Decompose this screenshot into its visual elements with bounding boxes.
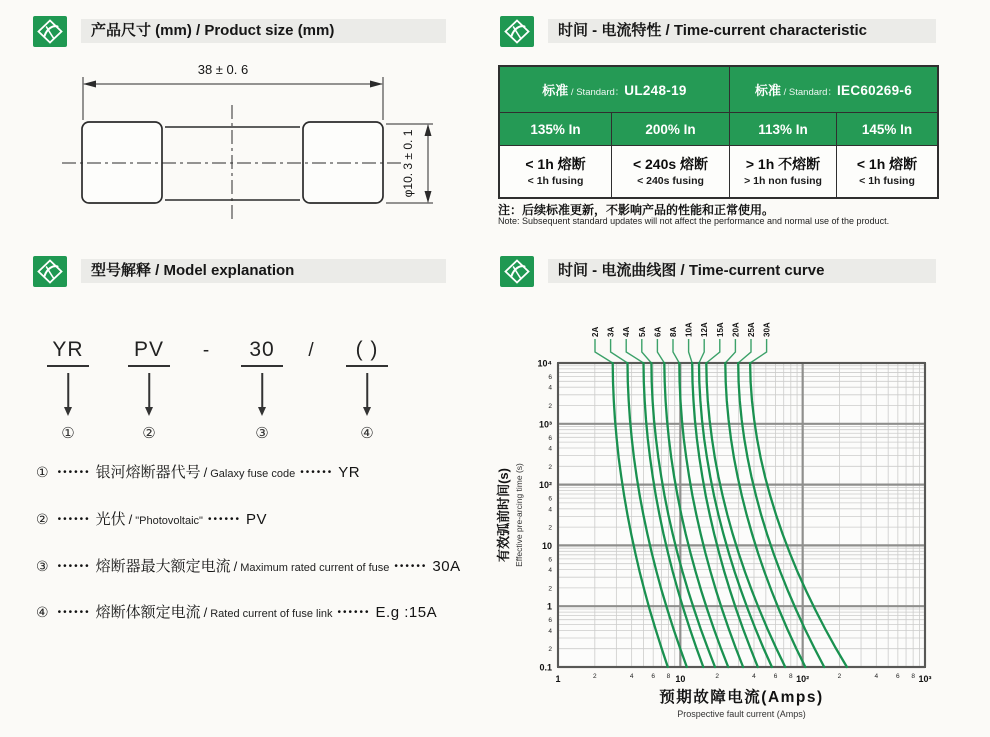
svg-text:6: 6 bbox=[896, 673, 900, 680]
explain-code: 30A bbox=[432, 558, 461, 575]
explain-en: "Photovoltaic" bbox=[135, 515, 203, 527]
part-arrow-stem bbox=[67, 373, 69, 407]
svg-text:10³: 10³ bbox=[918, 674, 932, 684]
circled-number: ① bbox=[61, 425, 75, 442]
curve-label-30A: 30A bbox=[762, 322, 772, 337]
curve-leader-30A bbox=[750, 339, 766, 363]
result-en: < 240s fusing bbox=[637, 175, 704, 187]
svg-text:10⁴: 10⁴ bbox=[537, 358, 552, 369]
model-part-text: YR bbox=[52, 338, 84, 361]
table-condition-cell: 145% In bbox=[837, 113, 937, 145]
explain-zh: 银河熔断器代号 bbox=[95, 464, 201, 481]
section-product-size bbox=[0, 0, 495, 250]
svg-text:6: 6 bbox=[548, 373, 552, 381]
leader-dots: •••••• bbox=[57, 561, 91, 572]
curve-leader-15A bbox=[706, 339, 720, 363]
circled-number: ④ bbox=[360, 425, 374, 442]
explain-number: ② bbox=[36, 511, 49, 527]
svg-text:2: 2 bbox=[548, 463, 552, 471]
svg-text:2: 2 bbox=[837, 673, 842, 680]
curve-label-6A: 6A bbox=[653, 326, 663, 337]
svg-text:6: 6 bbox=[548, 434, 552, 442]
explain-zh: 光伏 bbox=[95, 511, 126, 528]
svg-text:4: 4 bbox=[548, 627, 552, 635]
svg-text:10: 10 bbox=[541, 540, 552, 551]
model-code-diagram bbox=[0, 250, 495, 737]
svg-text:10²: 10² bbox=[538, 480, 552, 491]
curve-label-2A: 2A bbox=[591, 326, 600, 337]
curve-label-20A: 20A bbox=[731, 322, 741, 337]
curve-label-12A: 12A bbox=[700, 322, 710, 337]
svg-text:1: 1 bbox=[546, 601, 552, 612]
model-part-underline bbox=[346, 365, 388, 367]
section-title: 产品尺寸 (mm) / Product size (mm) bbox=[81, 19, 446, 43]
part-arrow-head bbox=[64, 407, 72, 416]
curve-label-15A: 15A bbox=[715, 322, 725, 337]
leader-dots: •••••• bbox=[337, 607, 371, 618]
result-en: > 1h non fusing bbox=[744, 175, 822, 187]
result-zh: < 1h 熔断 bbox=[525, 156, 586, 172]
curve-leader-20A bbox=[725, 339, 735, 363]
result-en: < 1h fusing bbox=[527, 175, 584, 187]
explain-number: ④ bbox=[36, 604, 49, 620]
curve-leader-8A bbox=[673, 339, 679, 363]
curve-label-8A: 8A bbox=[669, 326, 678, 337]
explain-row bbox=[36, 555, 461, 576]
curve-label-3A: 3A bbox=[606, 326, 616, 337]
explain-en: Rated current of fuse link bbox=[210, 608, 333, 620]
explain-row bbox=[36, 461, 360, 482]
section-time-current-characteristic bbox=[495, 0, 990, 250]
svg-text:6: 6 bbox=[548, 495, 552, 503]
section-model-explanation bbox=[0, 250, 495, 737]
explain-number: ① bbox=[36, 464, 49, 480]
y-axis-title-en: Effective pre-arcing time (s) bbox=[514, 463, 524, 567]
svg-text:4: 4 bbox=[548, 384, 552, 392]
curve-leader-25A bbox=[738, 339, 751, 363]
result-zh: > 1h 不熔断 bbox=[745, 156, 821, 172]
result-zh: < 1h 熔断 bbox=[856, 156, 918, 172]
curve-leader-10A bbox=[689, 339, 693, 363]
table-condition-cell: 200% In bbox=[612, 113, 729, 145]
model-part-text: PV bbox=[133, 338, 165, 361]
svg-text:10³: 10³ bbox=[538, 419, 552, 430]
explain-en: Maximum rated current of fuse bbox=[240, 562, 390, 574]
section-title: 时间 - 电流特性 / Time-current characteristic bbox=[548, 19, 936, 43]
table-note-en: Note: Subsequent standard updates will not affect the performance and normal use of the product. bbox=[498, 216, 890, 226]
svg-text:8: 8 bbox=[788, 673, 793, 680]
circled-number: ② bbox=[142, 425, 156, 442]
part-arrow-head bbox=[363, 407, 371, 416]
table-condition-cell: 113% In bbox=[730, 113, 836, 145]
explain-code: PV bbox=[245, 511, 267, 528]
table-standard-header: 标准 / Standard：IEC60269-6 bbox=[730, 67, 937, 112]
leader-dots: •••••• bbox=[57, 514, 91, 525]
section-title: 型号解释 / Model explanation bbox=[81, 259, 446, 283]
svg-text:4: 4 bbox=[548, 506, 552, 514]
explain-slash: / bbox=[203, 465, 208, 480]
table-standard-header: 标准 / Standard：UL248-19 bbox=[500, 67, 729, 112]
table-result-cell bbox=[612, 146, 729, 197]
svg-text:2: 2 bbox=[715, 673, 719, 680]
svg-text:6: 6 bbox=[773, 673, 778, 680]
svg-text:10²: 10² bbox=[796, 674, 810, 684]
model-part-underline bbox=[128, 365, 170, 367]
model-separator: / bbox=[308, 340, 314, 361]
curve-label-5A: 5A bbox=[637, 326, 647, 337]
dim-diameter-label: φ10. 3 ± 0. 1 bbox=[401, 129, 415, 198]
leader-dots: •••••• bbox=[57, 467, 91, 478]
svg-text:2: 2 bbox=[548, 585, 552, 593]
svg-text:10: 10 bbox=[675, 674, 686, 684]
result-en: < 1h fusing bbox=[859, 175, 915, 187]
section-time-current-curve bbox=[495, 250, 990, 737]
svg-text:6: 6 bbox=[651, 673, 656, 680]
explain-zh: 熔断器最大额定电流 bbox=[95, 558, 231, 575]
svg-text:2: 2 bbox=[548, 402, 552, 410]
svg-text:8: 8 bbox=[911, 673, 915, 680]
svg-text:1: 1 bbox=[555, 674, 561, 684]
svg-text:8: 8 bbox=[666, 673, 671, 680]
explain-en: Galaxy fuse code bbox=[210, 468, 296, 480]
part-arrow-stem bbox=[366, 373, 368, 407]
model-part-text: 30 bbox=[249, 338, 275, 361]
curve-leader-6A bbox=[657, 339, 664, 363]
svg-text:6: 6 bbox=[548, 617, 552, 625]
circled-number: ③ bbox=[255, 425, 269, 442]
table-result-cell bbox=[730, 146, 836, 197]
model-part-text: ( ) bbox=[355, 338, 379, 361]
curve-leader-5A bbox=[642, 339, 652, 363]
svg-text:4: 4 bbox=[629, 673, 634, 680]
part-arrow-head bbox=[258, 407, 266, 416]
curve-leader-12A bbox=[699, 339, 704, 363]
curve-label-4A: 4A bbox=[622, 326, 632, 337]
model-separator: - bbox=[202, 340, 210, 361]
table-note-zh: 注：后续标准更新，不影响产品的性能和正常使用。 bbox=[498, 203, 775, 217]
model-part-underline bbox=[241, 365, 283, 367]
svg-text:4: 4 bbox=[752, 673, 756, 680]
curve-leader-4A bbox=[626, 339, 643, 363]
curve-label-25A: 25A bbox=[747, 322, 756, 337]
table-condition-cell: 135% In bbox=[500, 113, 611, 145]
part-arrow-head bbox=[145, 407, 153, 416]
explain-code: E.g :15A bbox=[375, 604, 438, 621]
explain-number: ③ bbox=[36, 558, 49, 574]
curve-label-10A: 10A bbox=[684, 322, 694, 337]
model-part-underline bbox=[47, 365, 89, 367]
explain-row bbox=[36, 601, 437, 622]
leader-dots: •••••• bbox=[300, 467, 334, 478]
svg-text:0.1: 0.1 bbox=[539, 662, 552, 673]
section-title: 时间 - 电流曲线图 / Time-current curve bbox=[548, 259, 936, 283]
dim-length-label: 38 ± 0. 6 bbox=[197, 62, 249, 77]
fuse-technical-drawing bbox=[0, 0, 495, 250]
time-current-table bbox=[498, 65, 939, 199]
explain-slash: / bbox=[233, 559, 238, 574]
explain-row bbox=[36, 508, 267, 529]
explain-code: YR bbox=[338, 464, 361, 481]
part-arrow-stem bbox=[261, 373, 263, 407]
leader-dots: •••••• bbox=[207, 514, 241, 525]
svg-text:6: 6 bbox=[548, 556, 552, 564]
curve-leader-3A bbox=[611, 339, 628, 363]
part-arrow-stem bbox=[148, 373, 150, 407]
section-header bbox=[500, 16, 936, 47]
y-axis-title-zh: 有效弧前时间(s) bbox=[496, 468, 511, 562]
svg-text:4: 4 bbox=[548, 567, 552, 575]
leader-dots: •••••• bbox=[394, 561, 428, 572]
result-zh: < 240s 熔断 bbox=[632, 156, 709, 172]
x-axis-title-en: Prospective fault current (Amps) bbox=[677, 709, 806, 719]
table-result-cell bbox=[500, 146, 611, 197]
svg-text:2: 2 bbox=[593, 673, 597, 680]
svg-text:2: 2 bbox=[548, 524, 552, 532]
time-current-chart bbox=[495, 250, 990, 737]
leader-dots: •••••• bbox=[57, 607, 91, 618]
table-result-cell bbox=[837, 146, 937, 197]
explain-slash: / bbox=[128, 512, 133, 527]
svg-text:4: 4 bbox=[548, 445, 552, 453]
brand-logo-icon bbox=[500, 16, 534, 47]
svg-text:2: 2 bbox=[548, 646, 552, 654]
svg-text:4: 4 bbox=[874, 673, 879, 680]
x-axis-title-zh: 预期故障电流(Amps) bbox=[659, 689, 824, 706]
explain-slash: / bbox=[203, 605, 208, 620]
explain-zh: 熔断体额定电流 bbox=[95, 604, 201, 621]
